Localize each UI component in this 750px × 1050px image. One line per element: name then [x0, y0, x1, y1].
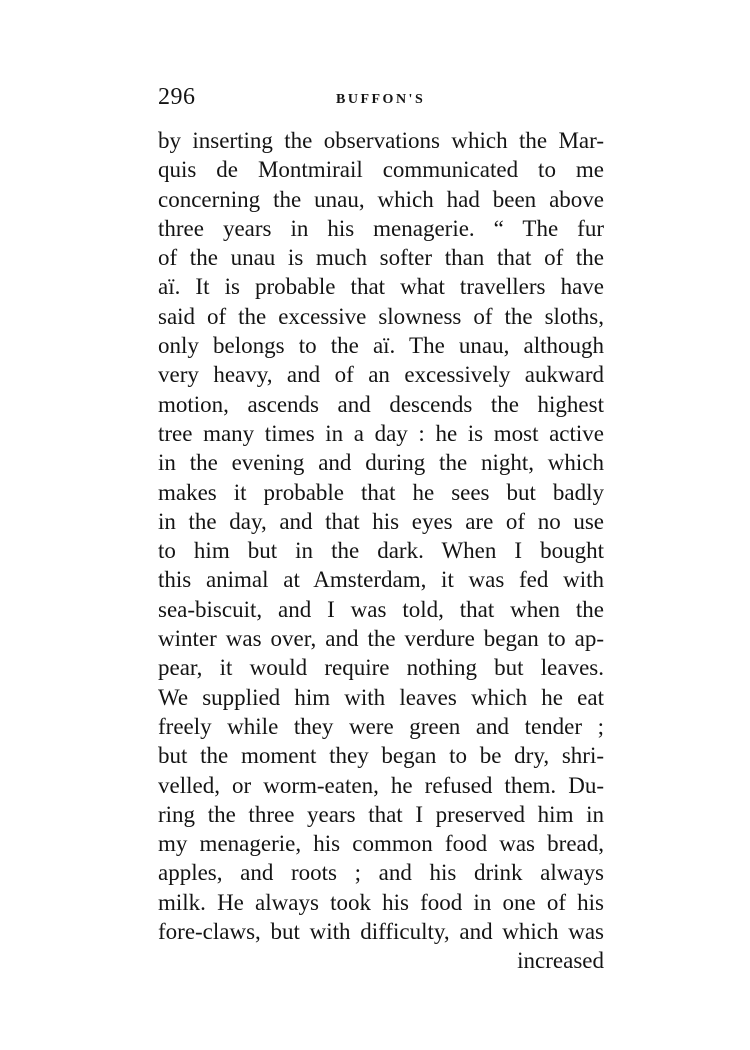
text-line: winter was over, and the verdure began to ap- [158, 626, 604, 652]
text-line: motion, ascends and descends the highest [158, 391, 604, 417]
text-line: in the day, and that his eyes are of no use [158, 508, 604, 534]
page-number: 296 [158, 84, 196, 110]
text-line: milk. He always took his food in one of his [158, 889, 604, 915]
text-line: this animal at Amsterdam, it was fed with [158, 567, 604, 593]
text-line: fore-claws, but with difficulty, and which was [158, 919, 604, 945]
text-line: ring the three years that I preserved him in [158, 801, 604, 827]
text-line: but the moment they began to be dry, shri- [158, 743, 604, 769]
page-header [158, 84, 604, 114]
text-line: tree many times in a day : he is most active [158, 420, 604, 446]
text-line: velled, or worm-eaten, he refused them. Du- [158, 772, 604, 798]
text-line: to him but in the dark. When I bought [158, 538, 604, 564]
text-line: makes it probable that he sees but badly [158, 479, 604, 505]
text-line: pear, it would require nothing but leaves. [158, 655, 604, 681]
text-line: freely while they were green and tender ; [158, 713, 604, 739]
text-line: aï. It is probable that what travellers have [158, 274, 604, 300]
catchword: increased [517, 948, 604, 974]
text-line: said of the excessive slowness of the sloths, [158, 303, 604, 329]
text-line: of the unau is much softer than that of the [158, 245, 604, 271]
text-line: We supplied him with leaves which he eat [158, 684, 604, 710]
text-line: apples, and roots ; and his drink always [158, 860, 604, 886]
running-head: BUFFON'S [336, 92, 426, 107]
text-line: sea-biscuit, and I was told, that when the [158, 596, 604, 622]
text-line: by inserting the observations which the Mar- [158, 128, 604, 153]
body-text [158, 126, 604, 976]
text-line: concerning the unau, which had been above [158, 186, 604, 212]
text-line: in the evening and during the night, which [158, 450, 604, 476]
text-line: only belongs to the aï. The unau, although [158, 333, 604, 359]
text-line: quis de Montmirail communicated to me [158, 157, 604, 183]
text-line: very heavy, and of an excessively aukward [158, 362, 604, 388]
text-line: three years in his menagerie. “ The fur [158, 215, 604, 241]
text-line: my menagerie, his common food was bread, [158, 831, 604, 857]
